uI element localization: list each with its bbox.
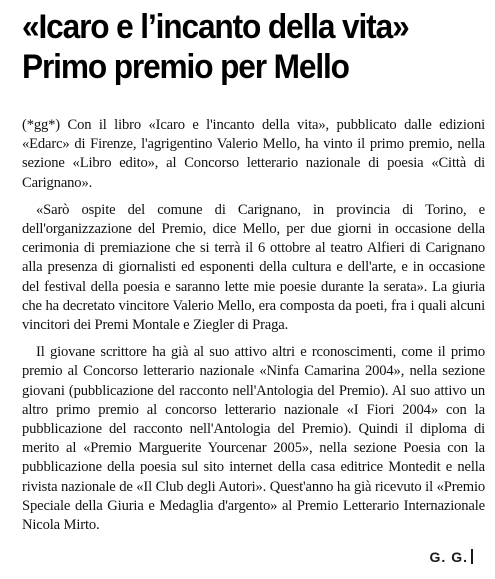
headline-line-2: Primo premio per Mello (22, 48, 349, 86)
article-paragraph-1: (*gg*) Con il libro «Icaro e l'incanto della vita», pubblicato dalle edizioni «Edarc» di Firenze, l'agrigentino Valerio Mello, ha vinto il primo premio, nella sezione «Libro edito», al Concorso letterario nazionale di poesia «Città di Carignano». (22, 117, 485, 191)
article-body (22, 116, 485, 535)
signature-bar (471, 549, 473, 564)
author-initials: G. G. (429, 549, 468, 565)
author-signature (430, 549, 473, 565)
article-paragraph-2: «Sarò ospite del comune di Carignano, in provincia di Torino, e dell'organizzazione del Premio, dice Mello, per due giorni in occasione della cerimonia di premiazione che si terrà il 6 ottobre al teatro Alfieri di Carignano alla presenza di giornalisti ed esponenti della cultura e dell'arte, e in occasione del festival della poesia e saranno lette mie poesie durante la serata». La giuria che ha decretato vincitore Valerio Mello, era composta da poeti, fra i quali alcuni vincitori dei Premi Montale e Ziegler di Praga. (22, 201, 485, 334)
headline-line-1: «Icaro e l’incanto della vita» (22, 8, 409, 46)
article-paragraph-3: Il giovane scrittore ha già al suo attivo altri e rconoscimenti, come il primo premio al Concorso letterario nazionale «Ninfa Camarina 2004», nella sezione giovani (pubblicazione del racconto nell'Antologia del Premio). Al suo attivo un altro primo premio al concorso letterario nazionale «I Fiori 2004» con la pubblicazione del racconto nell'Antologia del Premio). Quindi il diploma di merito al «Premio Marguerite Yourcenar 2005», nella sezione Poesia con la pubblicazione della poesia sul sito internet della casa editrice Montedit e nella rivista nazionale de «Il Club degli Autori». Quest'anno ha già ricevuto il «Premio Speciale della Giuria e Medaglia d'argento» al Premio Letterario Internazionale Nicola Mirto. (22, 344, 485, 534)
